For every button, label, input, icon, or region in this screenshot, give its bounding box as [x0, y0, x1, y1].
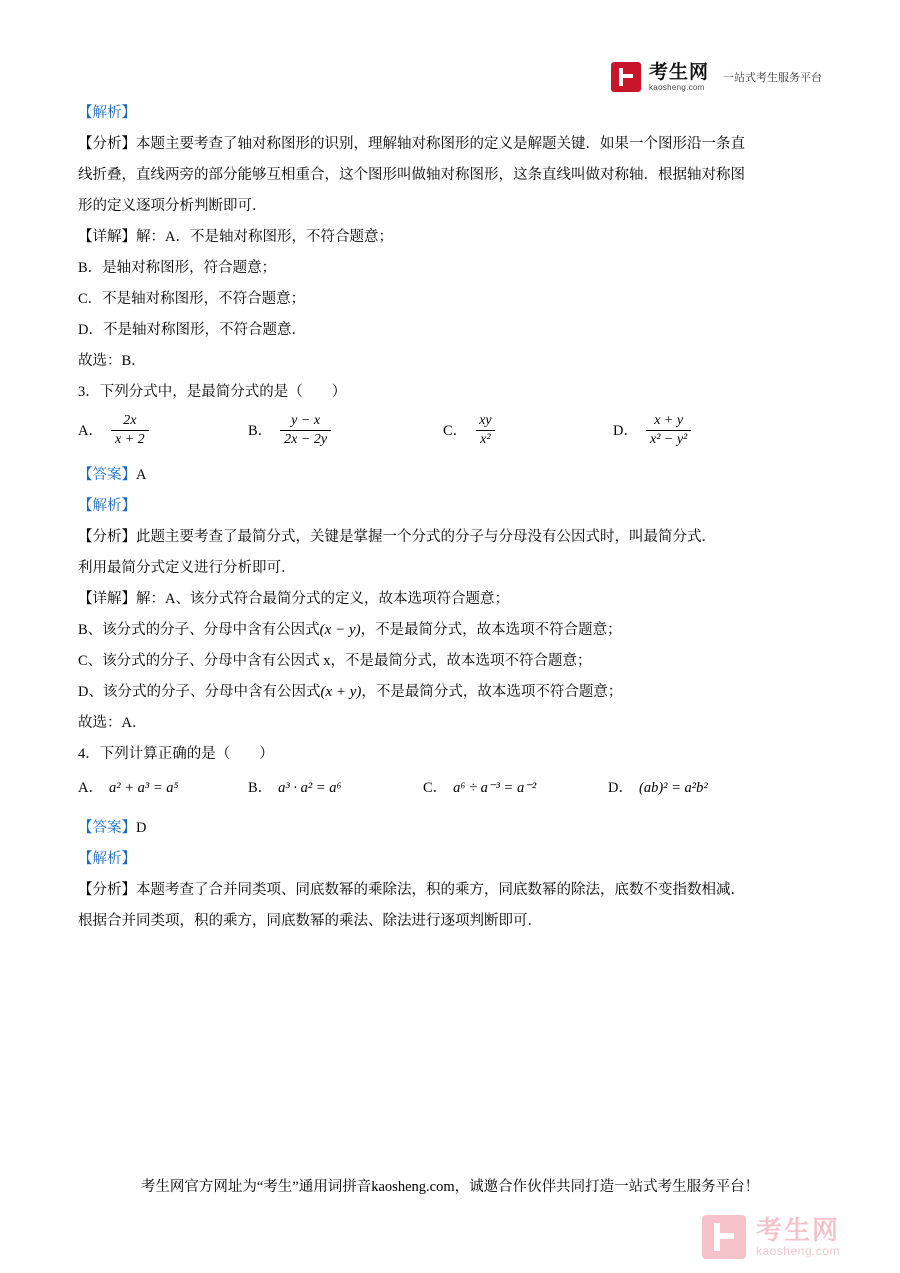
q3-option-c-denominator: x² — [476, 430, 494, 448]
q4-answer-value: D — [136, 820, 147, 837]
q3-detail-b-post: ，不是最简分式，故本选项不符合题意； — [360, 622, 622, 639]
watermark-logo-icon — [702, 1215, 746, 1259]
q3-option-c-numerator: xy — [479, 413, 492, 428]
q3-option-c — [443, 413, 613, 448]
q3-detail-b — [78, 615, 822, 645]
q4-options — [78, 775, 822, 801]
q3-detail-d-pre: D、该分式的分子、分母中含有公因式 — [78, 684, 321, 701]
logo-text — [649, 63, 709, 92]
q2-option-d: D．不是轴对称图形，不符合题意． — [78, 322, 306, 338]
logo-title: 考生网 — [648, 61, 709, 83]
footer-watermark — [702, 1215, 840, 1259]
q4-option-b-label: B． — [248, 780, 273, 797]
q3-option-a-numerator: 2x — [123, 413, 137, 428]
q3-analysis-line1: 【分析】此题主要考查了最简分式，关键是掌握一个分式的分子与分母没有公因式时，叫最简分式． — [78, 529, 716, 546]
q3-option-a-fraction — [111, 413, 149, 448]
watermark-title: 考生网 — [755, 1215, 840, 1246]
q3-option-b-fraction — [280, 413, 331, 448]
q3-option-c-fraction — [475, 413, 495, 448]
q2-analysis-line1: 【分析】本题主要考查了轴对称图形的识别，理解轴对称图形的定义是解题关键．如果一个图形沿一条直 — [78, 136, 745, 152]
q4-analysis-line2: 根据合并同类项，积的乘方，同底数幂的乘法、除法进行逐项判断即可． — [78, 913, 542, 930]
q2-option-c: C．不是轴对称图形，不符合题意； — [78, 291, 306, 307]
q3-detail-b-math: (x − y) — [319, 622, 361, 639]
q3-option-b — [248, 413, 443, 448]
q3-option-b-denominator: 2x − 2y — [280, 430, 331, 448]
q3-option-c-label: C． — [443, 422, 468, 439]
q2-analysis-line3: 形的定义逐项分析判断即可． — [78, 198, 267, 214]
q4-analysis-line1: 【分析】本题考查了合并同类项、同底数幂的乘除法，积的乘方，同底数幂的除法，底数不变指数相减． — [78, 882, 745, 899]
logo-slogan: 一站式考生服务平台 — [723, 72, 822, 84]
watermark-domain: kaosheng.com — [755, 1243, 840, 1258]
q3-option-b-label: B． — [248, 422, 273, 439]
q3-detail-b-pre: B、该分式的分子、分母中含有公因式 — [78, 622, 320, 639]
q3-option-d — [613, 413, 693, 448]
q3-detail-line: 【详解】解：A、该分式符合最简分式的定义，故本选项符合题意； — [78, 591, 509, 608]
q2-choose: 故选：B． — [78, 353, 146, 369]
q4-option-c-expr: a⁶ ÷ a⁻³ = a⁻² — [453, 780, 537, 797]
q4-option-b-expr: a³ · a² = a⁶ — [278, 780, 342, 797]
footer-note: 考生网官方网址为“考生”通用词拼音kaosheng.com，诚邀合作伙伴共同打造一站式考生服务平台！ — [140, 1179, 760, 1195]
q3-answer-row — [78, 460, 822, 490]
q4-answer-label: 【答案】 — [78, 820, 136, 837]
q3-detail-d-post: ，不是最简分式，故本选项不符合题意； — [361, 684, 623, 701]
site-logo — [611, 62, 822, 92]
q4-option-a-expr: a² + a³ = a⁵ — [108, 780, 179, 797]
q3-option-d-fraction — [646, 413, 691, 448]
q4-option-d-expr: (ab)² = a²b² — [638, 780, 708, 797]
q3-detail-d-math: (x + y) — [320, 684, 362, 701]
q3-detail-c: C、该分式的分子、分母中含有公因式 x，不是最简分式，故本选项不符合题意； — [78, 653, 592, 670]
q3-option-d-denominator: x² − y² — [646, 430, 691, 448]
q4-option-a — [78, 775, 248, 801]
q3-answer-value: A — [136, 467, 147, 484]
q2-analysis-line2: 线折叠，直线两旁的部分能够互相重合，这个图形叫做轴对称图形，这条直线叫做对称轴．根据轴对称图 — [78, 167, 745, 183]
watermark-text — [756, 1216, 840, 1258]
q4-option-c-label: C． — [423, 780, 448, 797]
kaosheng-logo-icon — [611, 62, 641, 92]
q3-options — [78, 413, 822, 448]
q4-stem: 4．下列计算正确的是（ ） — [78, 746, 274, 763]
q3-option-a-label: A． — [78, 422, 103, 439]
q2-option-b: B．是轴对称图形，符合题意； — [78, 260, 277, 276]
q2-detail-line: 【详解】解：A．不是轴对称图形，不符合题意； — [78, 229, 393, 245]
q4-option-c — [423, 775, 608, 801]
q4-option-d — [608, 775, 708, 801]
q2-explanation-label: 【解析】 — [78, 105, 136, 121]
q4-option-a-label: A． — [78, 780, 103, 797]
q3-option-a-denominator: x + 2 — [111, 430, 149, 448]
q3-stem: 3．下列分式中，是最简分式的是（ ） — [78, 384, 347, 400]
q4-option-b — [248, 775, 423, 801]
document-content — [78, 98, 822, 937]
q3-option-d-label: D． — [613, 422, 638, 439]
q3-answer-label: 【答案】 — [78, 467, 136, 484]
q4-explanation-label: 【解析】 — [78, 851, 136, 868]
q3-option-d-numerator: x + y — [654, 413, 684, 428]
q3-option-b-numerator: y − x — [291, 413, 321, 428]
logo-domain: kaosheng.com — [648, 82, 705, 92]
q3-analysis-line2: 利用最简分式定义进行分析即可． — [78, 560, 296, 577]
q4-option-d-label: D． — [608, 780, 633, 797]
q3-explanation-label: 【解析】 — [78, 498, 136, 515]
q3-option-a — [78, 413, 248, 448]
q4-answer-row — [78, 813, 822, 843]
q3-choose: 故选：A． — [78, 715, 147, 732]
q3-detail-d — [78, 677, 822, 707]
